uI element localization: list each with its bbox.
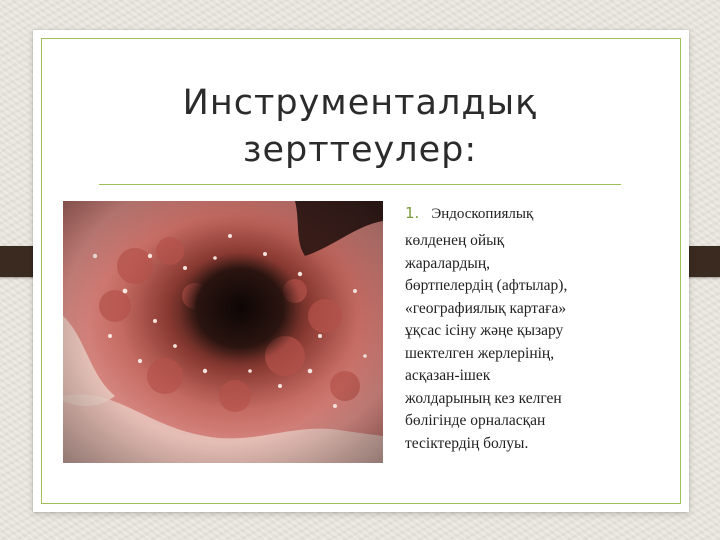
title-line-2: зерттеулер:: [242, 130, 478, 170]
body-line: бөртпелердің (афтылар),: [405, 277, 568, 294]
title-line-1: Инструменталдық: [182, 83, 538, 123]
body-line: ұқсас ісіну жәңе қызару: [405, 322, 564, 339]
body-line: жаралардың,: [405, 254, 490, 272]
body-line: «географиялық картаға»: [405, 299, 567, 317]
slide-title: [90, 80, 630, 174]
list-item-heading: [405, 204, 665, 223]
body-line: бөлігінде орналасқан: [405, 412, 546, 429]
list-number: 1.: [405, 204, 420, 222]
body-line: жолдарының кез келген: [405, 389, 562, 407]
body-line: шектелген жерлерінің,: [405, 344, 555, 362]
title-divider: [99, 184, 621, 185]
list-heading: Эндоскопиялық: [431, 206, 534, 222]
body-paragraph: [405, 230, 655, 455]
endoscopy-photo: [55, 196, 388, 466]
body-line: асқазан-ішек: [405, 367, 491, 384]
body-line: көлденең ойық: [405, 232, 505, 249]
body-line: тесіктердің болуы.: [405, 434, 529, 452]
